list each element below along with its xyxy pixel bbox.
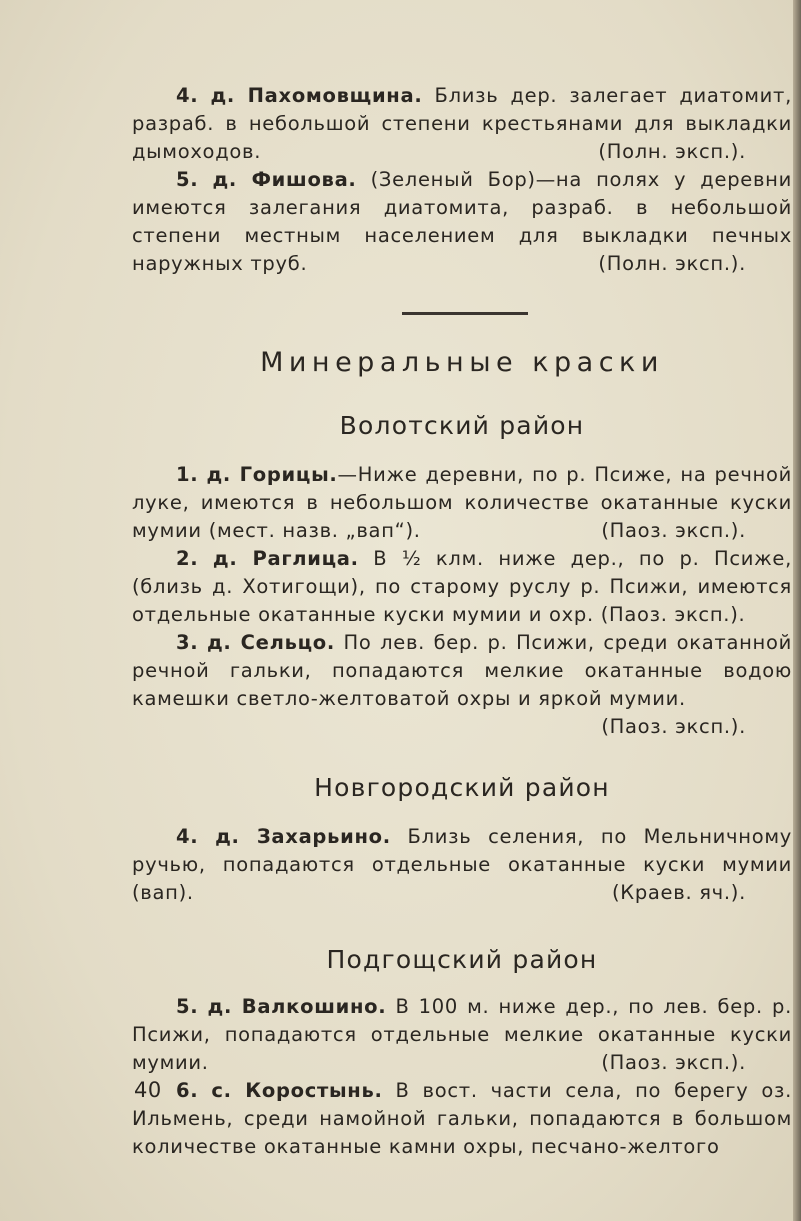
entry-source: (Полн. эксп.).	[598, 252, 746, 275]
entry-source: (Паоз. эксп.).	[601, 519, 746, 542]
entry-1-goritsy	[132, 461, 792, 545]
entry-number: 2.	[176, 547, 199, 570]
district-title-volotsky: Волотский район	[339, 411, 585, 440]
section-title: Минеральные краски	[260, 347, 664, 378]
entry-source: (Полн. эксп.).	[598, 140, 746, 163]
place-name: д. Сельцо.	[206, 631, 335, 654]
entry-source: (Краев. яч.).	[611, 881, 746, 904]
entry-6-korostyn	[132, 1077, 792, 1161]
entry-text: Близь селения, по Мельничному ручью, попадаются отдельные окатанные куски мумии (вап).	[132, 825, 792, 904]
entry-4-pakhomovshchina	[132, 82, 792, 166]
place-name: д. Валкошино.	[207, 995, 387, 1018]
entry-text: —Ниже деревни, по р. Псиже, на речной луке, имеются в небольшом количестве окатанные куски мумии (мест. назв. „вап“).	[132, 463, 793, 542]
entry-number: 3.	[176, 631, 199, 654]
entry-number: 5.	[176, 168, 199, 191]
page-edge	[793, 0, 801, 1221]
entry-5-valkoshino	[132, 993, 792, 1077]
district-title-podgoshchsky: Подгощский район	[326, 945, 598, 974]
entry-number: 6.	[176, 1079, 199, 1102]
entry-text: По лев. бер. р. Псижи, среди окатанной речной гальки, попадаются мелкие окатанные водою камешки светло-желтоватой охры и яркой мумии.	[132, 631, 792, 710]
entry-4-zakharyino	[132, 823, 792, 907]
entry-3-seltso	[132, 629, 792, 741]
entry-2-raglitsa	[132, 545, 792, 629]
entry-source: (Паоз. эксп.).	[601, 715, 746, 738]
place-name: д. Пахомовщина.	[210, 84, 423, 107]
entry-number: 4.	[176, 84, 199, 107]
section-divider	[402, 312, 528, 315]
place-name: д. Горицы.	[206, 463, 338, 486]
entry-text: В 100 м. ниже дер., по лев. бер. р. Псижи, попадаются отдельные мелкие окатанные куски мумии.	[132, 995, 792, 1074]
entry-source: (Паоз. эксп.).	[601, 1051, 746, 1074]
entry-text: Близь дер. залегает диатомит, разраб. в небольшой степени крестьянами для выкладки дымоходов.	[132, 84, 792, 163]
entry-text: В вост. части села, по берегу оз. Ильмень, среди намойной гальки, попадаются в большом количестве окатанные камни охры, песчано-желтого	[132, 1079, 792, 1158]
place-name: с. Коростынь.	[211, 1079, 383, 1102]
entry-5-fishova	[132, 166, 792, 278]
entry-number: 4.	[176, 825, 199, 848]
entry-number: 1.	[176, 463, 199, 486]
page-content	[132, 82, 792, 1161]
district-title-novgorodsky: Новгородский район	[314, 773, 610, 802]
place-name: д. Захарьино.	[215, 825, 391, 848]
place-name: д. Раглица.	[212, 547, 359, 570]
entry-text: В ½ клм. ниже дер., по р. Псиже, (близь д. Хотигощи), по старому руслу р. Псижи, имеются отдельные окатанные куски мумии и охр. (Паоз. эксп.).	[132, 547, 792, 626]
page-number: 40	[134, 1078, 162, 1102]
entry-number: 5.	[176, 995, 199, 1018]
entry-text: (Зеленый Бор)—на полях у деревни имеются залегания диатомита, разраб. в небольшой степени местным населением для выкладки печных наружных труб.	[132, 168, 792, 275]
place-name: д. Фишова.	[212, 168, 357, 191]
